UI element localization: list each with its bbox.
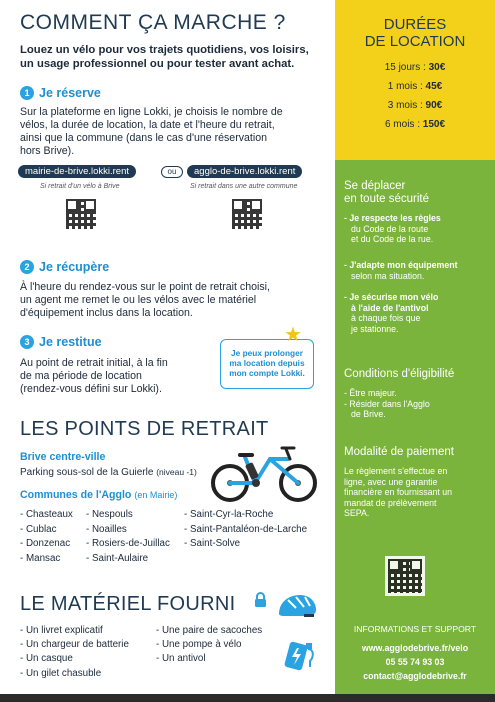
duree-label: 6 mois : (384, 119, 423, 130)
duree-price: 90€ (425, 100, 443, 111)
materiel-item: - Un casque (20, 653, 73, 665)
support-url[interactable]: www.agglodebrive.fr/velo (361, 643, 469, 653)
step-1-heading (20, 86, 101, 100)
rule-bold: à l'aide de l'antivol (351, 302, 429, 313)
communes-note: (en Mairie) (134, 490, 178, 500)
brive-place-text: Parking sous-sol de la Guierle (20, 467, 154, 478)
securite-title (344, 180, 429, 206)
duree-label: 3 mois : (387, 100, 426, 111)
rule-bold: - J'adapte mon équipement (344, 260, 458, 270)
callout-line: mon compte Lokki. (229, 368, 305, 378)
or-separator: ou (161, 166, 183, 178)
step-number: 3 (20, 335, 34, 349)
eligibilite-text (344, 388, 430, 420)
callout-line: ma location depuis (229, 358, 305, 368)
materiel-item: - Une paire de sacoches (156, 625, 263, 636)
duree-item (335, 62, 495, 73)
eligibilite-line: - Résider dans l'Agglo (344, 398, 430, 409)
duree-price: 45€ (425, 81, 443, 92)
step-number: 2 (20, 260, 34, 274)
materiel-item: - Un livret explicatif (20, 625, 103, 636)
paiement-line: Le règlement s'effectue en (344, 466, 448, 476)
duree-item (335, 119, 495, 130)
intro-line: un usage professionnel ou pour tester avant achat. (20, 58, 295, 70)
text-line: Sur la plateforme en ligne Lokki, je choisis le nombre de (20, 106, 283, 118)
duree-label: 15 jours : (384, 62, 429, 73)
commune-item: - Chasteaux (20, 509, 73, 520)
paiement-line: financière en fournissant un (344, 487, 453, 497)
rule-line: du Code de la route (351, 223, 429, 234)
qr-code-icon[interactable] (232, 199, 262, 229)
duree-label: 1 mois : (387, 81, 426, 92)
communes-col-1 (20, 508, 73, 566)
securite-title-line: Se déplacer (344, 180, 406, 192)
support-email[interactable]: contact@agglodebrive.fr (363, 671, 467, 681)
eligibilite-line: de Brive. (351, 409, 386, 419)
text-line: À l'heure du rendez-vous sur le point de retrait choisi, (20, 281, 270, 293)
text-line: hors Brive). (20, 145, 75, 157)
qr-code-icon[interactable] (385, 556, 425, 596)
rule-bold: - Je respecte les règles (344, 213, 441, 223)
rule-line: je stationne. (351, 323, 399, 334)
text-line: (rendez-vous défini sur Lokki). (20, 383, 162, 395)
duree-item (335, 81, 495, 92)
securite-rule-3 (344, 292, 438, 334)
commune-item: - Saint-Solve (184, 538, 241, 549)
bottom-bar (0, 694, 495, 702)
commune-item: - Donzenac (20, 538, 71, 549)
step-2-text (20, 281, 320, 320)
commune-item: - Rosiers-de-Juillac (86, 538, 170, 549)
securite-rule-1 (344, 213, 441, 245)
lock-icon (254, 592, 267, 608)
battery-charger-icon (284, 637, 318, 673)
support-phone[interactable]: 05 55 74 93 03 (385, 657, 445, 667)
materiel-item: - Un chargeur de batterie (20, 639, 129, 651)
securite-title-line: en toute sécurité (344, 193, 430, 205)
support-title: INFORMATIONS ET SUPPORT (353, 624, 477, 634)
eligibilite-title: Conditions d'éligibilité (344, 368, 455, 380)
text-line: un agent me remet le ou les vélos avec le matériel (20, 294, 257, 306)
step-title: Je récupère (39, 260, 110, 274)
e-bike-icon (210, 441, 320, 503)
text-line: Au point de retrait initial, à la fin (20, 357, 168, 369)
link-agglo-de-brive[interactable]: agglo-de-brive.lokki.rent (187, 165, 302, 178)
text-line: d'équipement inclus dans la location. (20, 307, 193, 319)
duree-price: 150€ (422, 119, 446, 130)
text-line: vélos, la durée de location, la date et l'heure du retrait, (20, 119, 275, 131)
text-line: de ma période de location (20, 370, 142, 382)
brive-label: Brive centre-ville (20, 451, 106, 463)
materiel-col-2 (156, 624, 262, 667)
page-title: COMMENT ÇA MARCHE ? (20, 11, 286, 34)
retrait-title: LES POINTS DE RETRAIT (20, 418, 269, 440)
intro-line: Louez un vélo pour vos trajets quotidiens, vos loisirs, (20, 44, 309, 56)
text-line: ainsi que la commune (dans le cas d'une réservation (20, 132, 267, 144)
securite-rule-2 (344, 260, 458, 281)
communes-label-text: Communes de l'Agglo (20, 489, 132, 501)
communes-col-3 (184, 508, 307, 552)
commune-item: - Nespouls (86, 509, 133, 520)
paiement-title: Modalité de paiement (344, 446, 454, 458)
step-number: 1 (20, 86, 34, 100)
communes-col-2 (86, 508, 170, 566)
helmet-icon (276, 592, 318, 622)
materiel-item: - Un antivol (156, 653, 206, 665)
commune-item: - Saint-Cyr-la-Roche (184, 509, 274, 520)
rule-bold: - Je sécurise mon vélo (344, 292, 439, 302)
brive-level: (niveau -1) (156, 467, 197, 477)
materiel-col-1 (20, 624, 129, 681)
durees-title-line: DE LOCATION (364, 33, 466, 50)
left-link-caption: Si retrait d'un vélo à Brive (40, 183, 120, 190)
materiel-item: - Une pompe à vélo (156, 639, 242, 651)
callout-line: Je peux prolonger (231, 348, 303, 358)
paiement-line: ligne, avec une garantie (344, 476, 438, 487)
commune-item: - Saint-Aulaire (86, 552, 149, 564)
durees-title-line: DURÉES (383, 16, 447, 33)
durees-title (335, 16, 495, 50)
commune-item: - Mansac (20, 552, 61, 564)
paiement-line: SEPA. (344, 508, 370, 518)
paiement-text (344, 466, 452, 519)
duree-item (335, 100, 495, 111)
qr-code-icon[interactable] (66, 199, 96, 229)
materiel-item: - Un gilet chasuble (20, 667, 102, 679)
step-1-text (20, 106, 320, 158)
step-3-heading (20, 335, 102, 349)
right-link-caption: Si retrait dans une autre commune (190, 183, 298, 190)
commune-item: - Cublac (20, 523, 57, 535)
intro-text (20, 43, 325, 71)
eligibilite-line: - Être majeur. (344, 388, 397, 398)
commune-item: - Noailles (86, 523, 127, 535)
rule-line: à chaque fois que (351, 313, 421, 323)
link-mairie-de-brive[interactable]: mairie-de-brive.lokki.rent (18, 165, 136, 178)
communes-label (20, 489, 177, 501)
step-title: Je restitue (39, 335, 102, 349)
step-title: Je réserve (39, 86, 101, 100)
rule-line: et du Code de la rue. (351, 234, 434, 244)
brive-place (20, 467, 197, 478)
commune-item: - Saint-Pantaléon-de-Larche (184, 523, 308, 535)
star-icon: ★ (284, 324, 302, 346)
paiement-line: mandat de prélèvement (344, 497, 437, 508)
duree-price: 30€ (428, 62, 446, 73)
rule-line: selon ma situation. (351, 270, 425, 281)
materiel-title: LE MATÉRIEL FOURNI (20, 593, 236, 615)
step-2-heading (20, 260, 109, 274)
step-3-text (20, 357, 210, 396)
